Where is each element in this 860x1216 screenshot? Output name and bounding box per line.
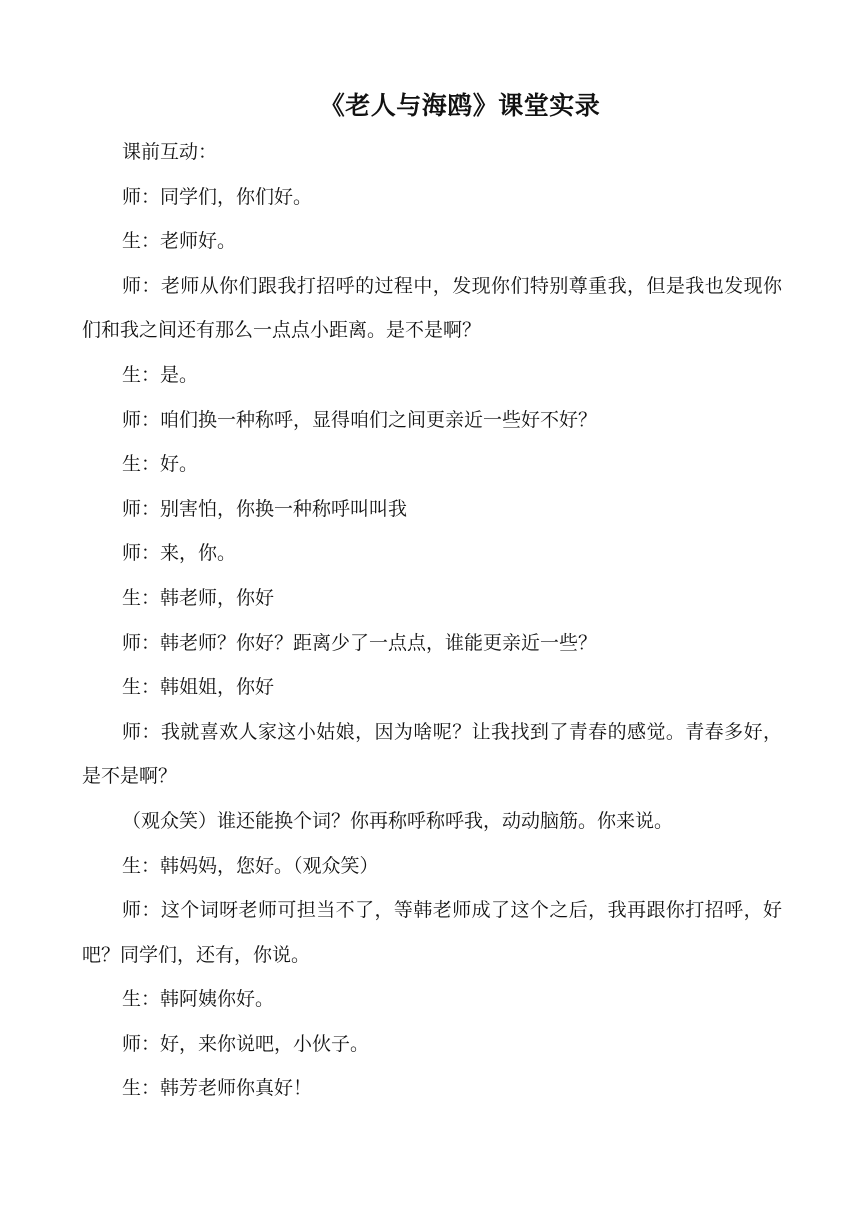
paragraph: 师：来，你。 (122, 542, 237, 565)
paragraph: 师：好，来你说吧，小伙子。 (122, 1032, 370, 1055)
document-title: 《老人与海鸥》课堂实录 (319, 91, 601, 120)
document-body (82, 130, 782, 1111)
paragraph: 生：韩芳老师你真好！ (122, 1077, 313, 1100)
paragraph: 师：别害怕，你换一种称呼叫叫我 (122, 497, 408, 520)
paragraph: 师：同学们，你们好。 (122, 185, 313, 208)
paragraph: 生：韩姐姐，你好 (122, 676, 275, 699)
paragraph: 生：韩阿姨你好。 (122, 988, 275, 1011)
paragraph: 生：老师好。 (122, 230, 237, 253)
paragraph: 生：好。 (122, 453, 199, 476)
paragraph: 生：是。 (122, 363, 199, 386)
paragraph: （观众笑）谁还能换个词？你再称呼称呼我，动动脑筋。你来说。 (122, 809, 674, 832)
paragraph: 师：咱们换一种称呼，显得咱们之间更亲近一些好不好？ (122, 408, 598, 431)
paragraph: 生：韩妈妈，您好。（观众笑） (122, 854, 379, 877)
paragraph: 师：老师从你们跟我打招呼的过程中，发现你们特别尊重我，但是我也发现你们和我之间还有那么一点点小距离。是不是啊？ (82, 274, 782, 342)
paragraph: 师：我就喜欢人家这小姑娘，因为啥呢？让我找到了青春的感觉。青春多好，是不是啊？ (82, 720, 782, 788)
paragraph: 生：韩老师，你好 (122, 586, 275, 609)
paragraph: 课前互动： (122, 141, 218, 163)
paragraph: 师：韩老师？你好？距离少了一点点，谁能更亲近一些？ (122, 631, 598, 654)
paragraph: 师：这个词呀老师可担当不了，等韩老师成了这个之后，我再跟你打招呼，好吧？同学们，还有，你说。 (82, 899, 782, 966)
